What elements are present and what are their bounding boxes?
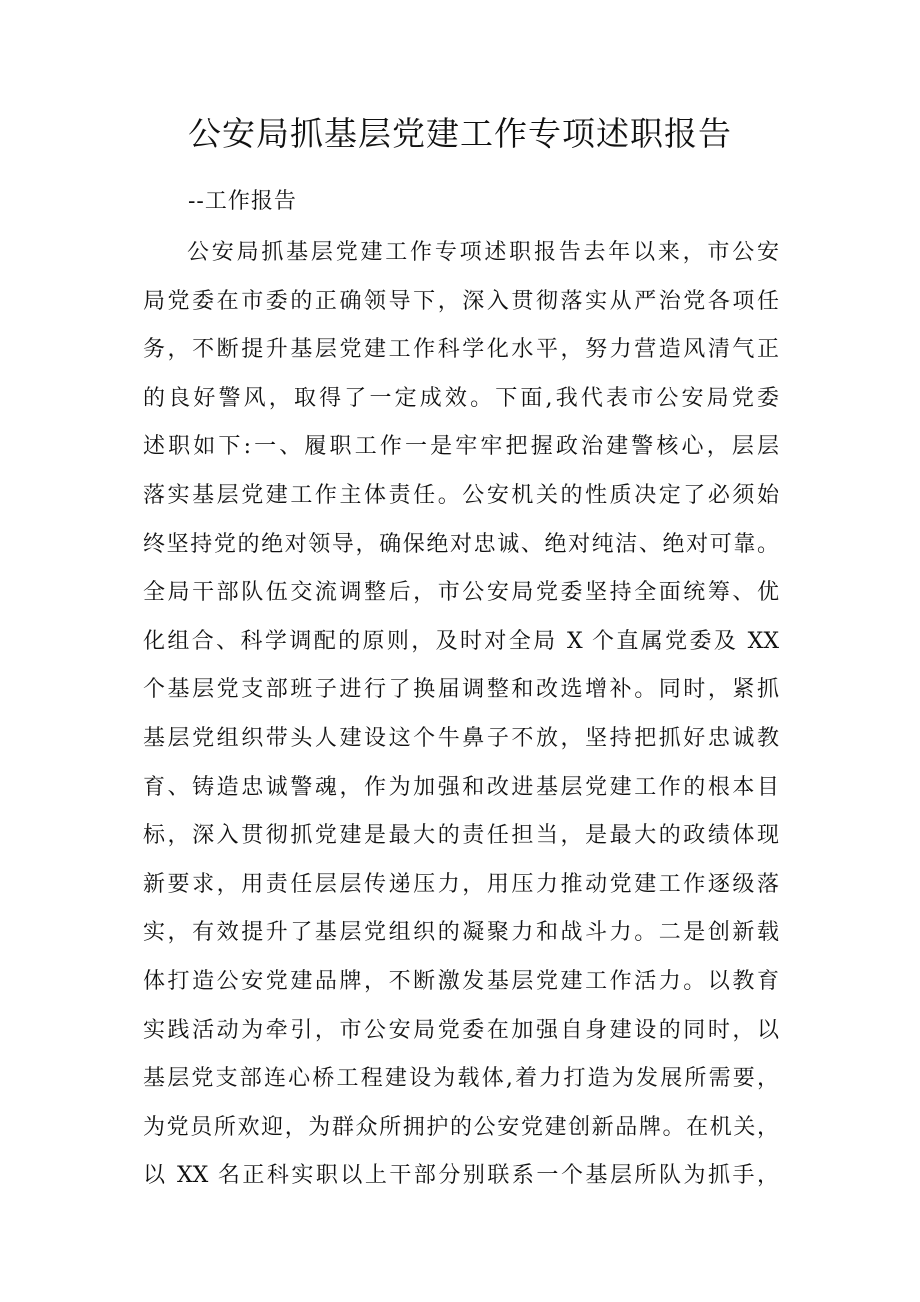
paragraph-line: 的良好警风，取得了一定成效。下面,我代表市公安局党委	[143, 385, 779, 411]
paragraph-line: 终坚持党的绝对领导，确保绝对忠诚、绝对纯洁、绝对可靠。	[143, 531, 779, 557]
paragraph-line: 实践活动为牵引，市公安局党委在加强自身建设的同时，以	[143, 1017, 779, 1043]
paragraph-line: 基层党组织带头人建设这个牛鼻子不放，坚持把抓好忠诚教	[143, 725, 779, 751]
paragraph-line: 体打造公安党建品牌，不断激发基层党建工作活力。以教育	[143, 968, 779, 994]
paragraph-line: 实，有效提升了基层党组织的凝聚力和战斗力。二是创新载	[143, 920, 779, 946]
paragraph-line: 以 XX 名正科实职以上干部分别联系一个基层所队为抓手，	[143, 1163, 779, 1189]
paragraph-line: 化组合、科学调配的原则，及时对全局 X 个直属党委及 XX	[143, 628, 779, 654]
paragraph-line: 育、铸造忠诚警魂，作为加强和改进基层党建工作的根本目	[143, 774, 779, 800]
paragraph-line: 标，深入贯彻抓党建是最大的责任担当，是最大的政绩体现	[143, 823, 779, 849]
document-body	[143, 229, 779, 1201]
paragraph-line: 全局干部队伍交流调整后，市公安局党委坚持全面统筹、优	[143, 580, 779, 606]
paragraph-line: 局党委在市委的正确领导下，深入贯彻落实从严治党各项任	[143, 288, 779, 314]
paragraph-line: 落实基层党建工作主体责任。公安机关的性质决定了必须始	[143, 482, 779, 508]
document-title: 公安局抓基层党建工作专项述职报告	[188, 114, 732, 153]
paragraph-line: 述职如下:一、履职工作一是牢牢把握政治建警核心，层层	[143, 434, 779, 460]
paragraph-line: 个基层党支部班子进行了换届调整和改选增补。同时，紧抓	[143, 677, 779, 703]
paragraph-line: 为党员所欢迎，为群众所拥护的公安党建创新品牌。在机关，	[143, 1114, 779, 1140]
paragraph-line: 公安局抓基层党建工作专项述职报告去年以来，市公安	[187, 240, 779, 265]
paragraph-line: 新要求，用责任层层传递压力，用压力推动党建工作逐级落	[143, 871, 779, 897]
paragraph-line: 基层党支部连心桥工程建设为载体,着力打造为发展所需要，	[143, 1066, 779, 1092]
paragraph-line: 务，不断提升基层党建工作科学化水平，努力营造风清气正	[143, 337, 779, 363]
document-subtitle: --工作报告	[188, 189, 297, 214]
